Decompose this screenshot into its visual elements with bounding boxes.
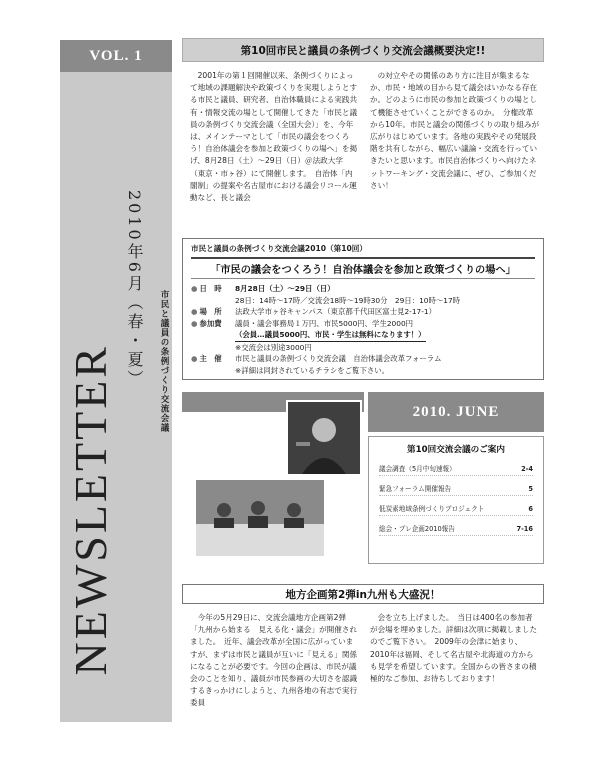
table-of-contents (368, 436, 544, 564)
article1-col2-text: の対立やその関係のあり方に注目が集まるなか、市民・地域の目から見て議会はいかなる存在か。どのように市民の参加と政策づくりの場として機能させていくことができるのか。 分権改革から10年。市民と議会の関係づくりの取り組みが広がりはじめています。各地の実践やその発展段階を共有しながら、幅広い議論・交流を行っていきたいと思います。市民自治体づくりへ向けたネットワーキング・交流会議に、ぜひ、ご参加ください！ (370, 71, 540, 190)
toc-item-label: 総会・プレ企画2010報告 (379, 525, 455, 533)
toc-title: 第10回交流会議のご案内 (407, 445, 505, 455)
article1-column2 (370, 70, 540, 192)
headline-kyushu: 地方企画第2弾in九州も大盛況！ (182, 584, 544, 604)
article1-col1-text: 2001年の第１回開催以来、条例づくりによって地域の課題解決や政策づくりを実現しようとする市民と議員、研究者、自治体職員による実践共有・情報交流の場として開催してきた「市民と議員の条例づくり交流会議（全国大会）」を、今年は、メインテーマとして「市民の議会をつくろう！自治体議会を参加と政策づくりの場へ」を掲げ、8月28日（土）～29日（日）＠法政大学（東京・市ヶ谷）にて開催します。 自治体「内閣制」の提案や名古屋市における議会リコール運動など、長と議会 (190, 71, 358, 203)
article2-col2-text: 会を立ち上げました。 当日は400名の参加者が会場を埋めました。詳細は次項に掲載しましたのでご覧下さい。 2009年の会津に始まり、2010年は福岡、そして名古屋や北海道の方からも見学を希望しています。全国からの皆さまの積極的なご参加、お待ちしております！ (370, 613, 538, 684)
toc-item-label: 緊急フォーラム開催報告 (379, 485, 452, 493)
toc-item-label: 議会調査（5月中旬速報） (379, 465, 456, 473)
article2-col1-text: 今年の5月29日に、交流会議地方企画第2弾「九州から始まる 見える化・議会」が開催されました。 近年、議会改革が全国に広がっていますが、まずは市民と議員が互いに「見える」関係になることが必要です。今回の企画は、市民が議会のことを知り、議員が市民参画の大切さを認識するきっかけにしようと、九州各地の有志で実行委員 (190, 613, 358, 708)
event-key-datetime: ● 日 時 (191, 283, 235, 295)
event-row-host (191, 353, 535, 365)
event-value-host: 市民と議員の条例づくり交流会議 自治体議会改革フォーラム (235, 354, 442, 363)
event-key-place: ● 場 所 (191, 306, 235, 318)
article2-column2 (370, 612, 540, 685)
event-row-fee (191, 318, 535, 330)
article1-column1 (190, 70, 358, 204)
toc-item-label: 低炭素地域条例づくりプロジェクト (379, 505, 485, 513)
event-info-box (182, 238, 544, 380)
event-row-place (191, 306, 535, 318)
event-value-fee: 議員・議会事務局１万円、市民5000円、学生2000円 (235, 318, 414, 328)
event-row-datetime (191, 283, 535, 295)
panel-photo (194, 478, 326, 558)
volume-badge: VOL. 1 (60, 40, 172, 72)
issue-date: 2010年6月（春・夏） (125, 190, 144, 389)
event-host-note: ※詳細は同封されているチラシをご覧下さい。 (235, 365, 390, 375)
toc-item-page: 7-16 (516, 525, 533, 533)
event-value-place: 法政大学市ヶ谷キャンパス（東京都千代田区富士見2-17-1） (235, 307, 437, 316)
speaker-photo-image (288, 402, 360, 474)
toc-item-page: 5 (528, 485, 533, 493)
newsletter-title (60, 300, 120, 720)
toc-item-page: 6 (528, 505, 533, 513)
event-key-fee: ● 参加費 (191, 318, 235, 330)
publisher-name: 市民と議員の条例づくり交流会議 (159, 290, 169, 433)
toc-item[interactable] (379, 463, 533, 476)
event-label: 市民と議員の条例づくり交流会議2010（第10回） (191, 244, 367, 253)
newsletter-title-text: NEWSLETTER (64, 344, 116, 676)
panel-photo-image (196, 480, 324, 556)
article2-column1 (190, 612, 358, 710)
toc-item[interactable] (379, 483, 533, 496)
toc-item-page: 2-4 (521, 465, 533, 473)
event-value-datetime: 8月28日（土）～29日（日） (235, 284, 335, 293)
event-time-details: 28日：14時～17時／交流会18時～19時30分 29日：10時～17時 (235, 295, 461, 305)
event-title: 「市民の議会をつくろう！自治体議会を参加と政策づくりの場へ」 (191, 257, 535, 279)
toc-item[interactable] (379, 523, 533, 536)
issue-banner: 2010. JUNE (368, 392, 544, 432)
headline-conference: 第10回市民と議員の条例づくり交流会議概要決定!! (182, 38, 544, 62)
event-key-host: ● 主 催 (191, 353, 235, 365)
event-fee-member-note: （会員…議員5000円、市民・学生は無料になります！） (235, 329, 535, 342)
speaker-photo (286, 400, 362, 476)
toc-item[interactable] (379, 503, 533, 516)
event-fee-party-note: ※交流会は別途3000円 (235, 342, 312, 352)
